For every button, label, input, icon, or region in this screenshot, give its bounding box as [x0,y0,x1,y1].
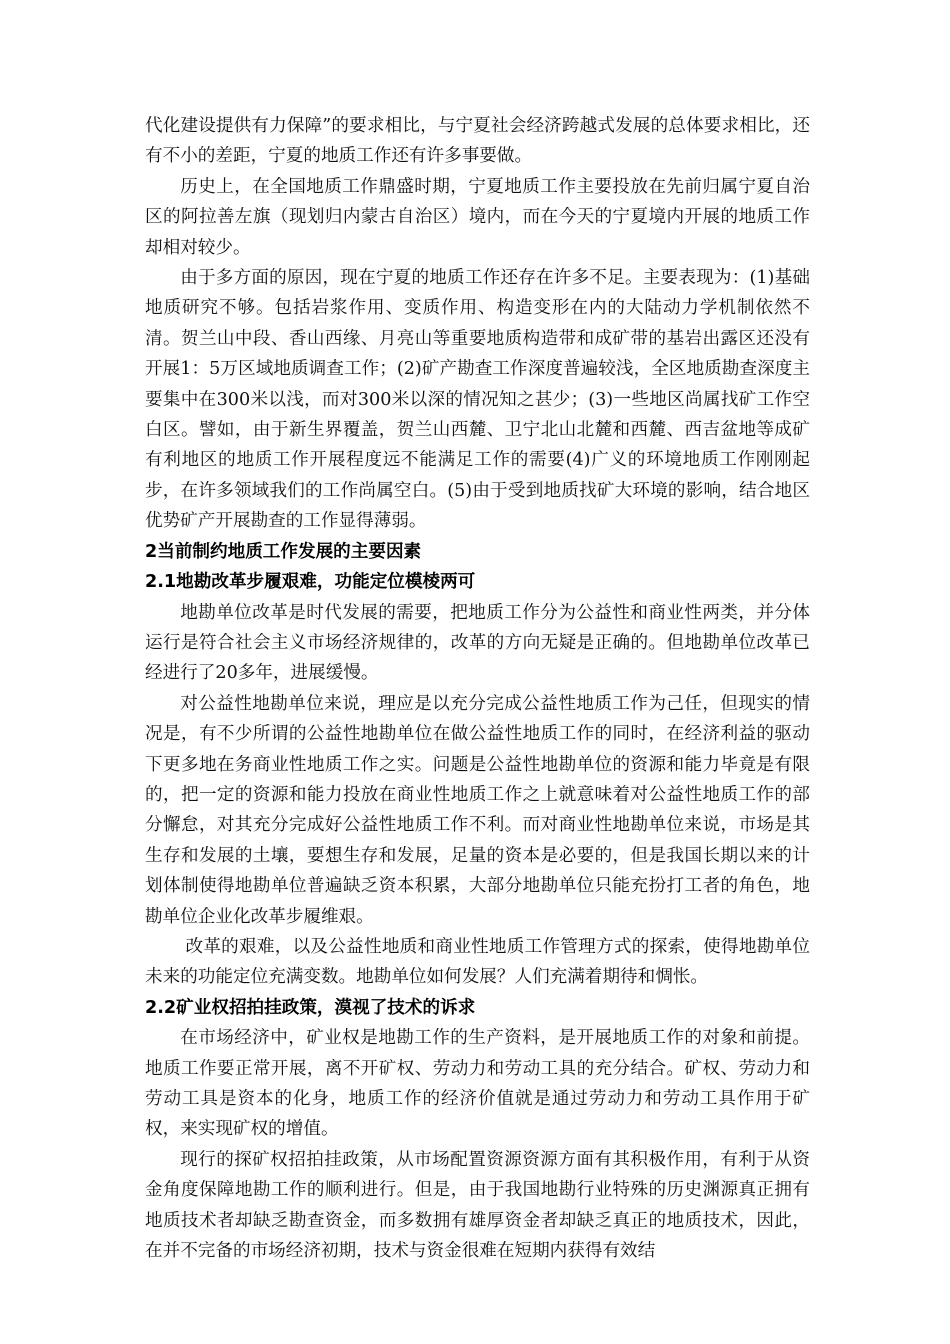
subsection-heading-2-2: 2.2矿业权招拍挂政策，漠视了技术的诉求 [145,997,476,1018]
paragraph-continued: 代化建设提供有力保障”的要求相比，与宁夏社会经济跨越式发展的总体要求相比，还有不小的差距，宁夏的地质工作还有许多事要做。 [145,116,810,167]
paragraph-history: 历史上，在全国地质工作鼎盛时期，宁夏地质工作主要投放在先前归属宁夏自治区的阿拉善左旗（现划归内蒙古自治区）境内，而在今天的宁夏境内开展的地质工作却相对较少。 [145,176,810,258]
paragraph-auction-policy: 现行的探矿权招拍挂政策，从市场配置资源资源方面有其积极作用，有利于从资金角度保障地勘工作的顺利进行。但是，由于我国地勘行业特殊的历史渊源真正拥有地质技术者却缺乏勘查资金，而多数拥有雄厚资金者却缺乏真正的地质技术，因此，在并不完备的市场经济初期，技术与资金很难在短期内获得有效结 [145,1149,810,1262]
paragraph-deficiencies: 由于多方面的原因，现在宁夏的地质工作还存在许多不足。主要表现为：(1)基础地质研究不够。包括岩浆作用、变质作用、构造变形在内的大陆动力学机制依然不清。贺兰山中段、香山西缘、月亮山等重要地质构造带和成矿带的基岩出露区还没有开展1：5万区域地质调查工作；(2)矿产勘查工作深度普遍较浅，全区地质勘查深度主要集中在300米以浅，而对300米以深的情况知之甚少；(3)一些地区尚属找矿工作空白区。譬如，由于新生界覆盖，贺兰山西麓、卫宁北山北麓和西麓、西吉盆地等成矿有利地区的地质工作开展程度远不能满足工作的需要(4)广义的环境地质工作刚刚起步，在许多领域我们的工作尚属空白。(5)由于受到地质找矿大环境的影响，结合地区优势矿产开展勘查的工作显得薄弱。 [145,268,810,532]
paragraph-mining-rights: 在市场经济中，矿业权是地勘工作的生产资料，是开展地质工作的对象和前提。地质工作要正常开展，离不开矿权、劳动力和劳动工具的充分结合。矿权、劳动力和劳动工具是资本的化身，地质工作的经济价值就是通过劳动力和劳动工具作用于矿权，来实现矿权的增值。 [145,1028,810,1140]
paragraph-public-commercial: 对公益性地勘单位来说，理应是以充分完成公益性地质工作为己任，但现实的情况是，有不少所谓的公益性地勘单位在做公益性地质工作的同时，在经济利益的驱动下更多地在务商业性地质工作之实。问题是公益性地勘单位的资源和能力毕竟是有限的，把一定的资源和能力投放在商业性地质工作之上就意味着对公益性地质工作的部分懈怠，对其充分完成好公益性地质工作不利。而对商业性地勘单位来说，市场是其生存和发展的土壤，要想生存和发展，足量的资本是必要的，但是我国长期以来的计划体制使得地勘单位普遍缺乏资本积累，大部分地勘单位只能充扮打工者的角色，地勘单位企业化改革步履维艰。 [145,693,810,927]
subsection-heading-2-1: 2.1地勘改革步履艰难，功能定位模棱两可 [145,572,476,593]
paragraph-reform-need: 地勘单位改革是时代发展的需要，把地质工作分为公益性和商业性两类，并分体运行是符合社会主义市场经济规律的，改革的方向无疑是正确的。但地勘单位改革已经进行了20多年，进展缓慢。 [145,602,810,684]
document-page [145,111,810,1266]
paragraph-reform-difficulty: 改革的艰难，以及公益性地质和商业性地质工作管理方式的探索，使得地勘单位未来的功能定位充满变数。地勘单位如何发展？人们充满着期待和惆怅。 [145,936,810,988]
section-heading-2: 2当前制约地质工作发展的主要因素 [145,541,422,562]
